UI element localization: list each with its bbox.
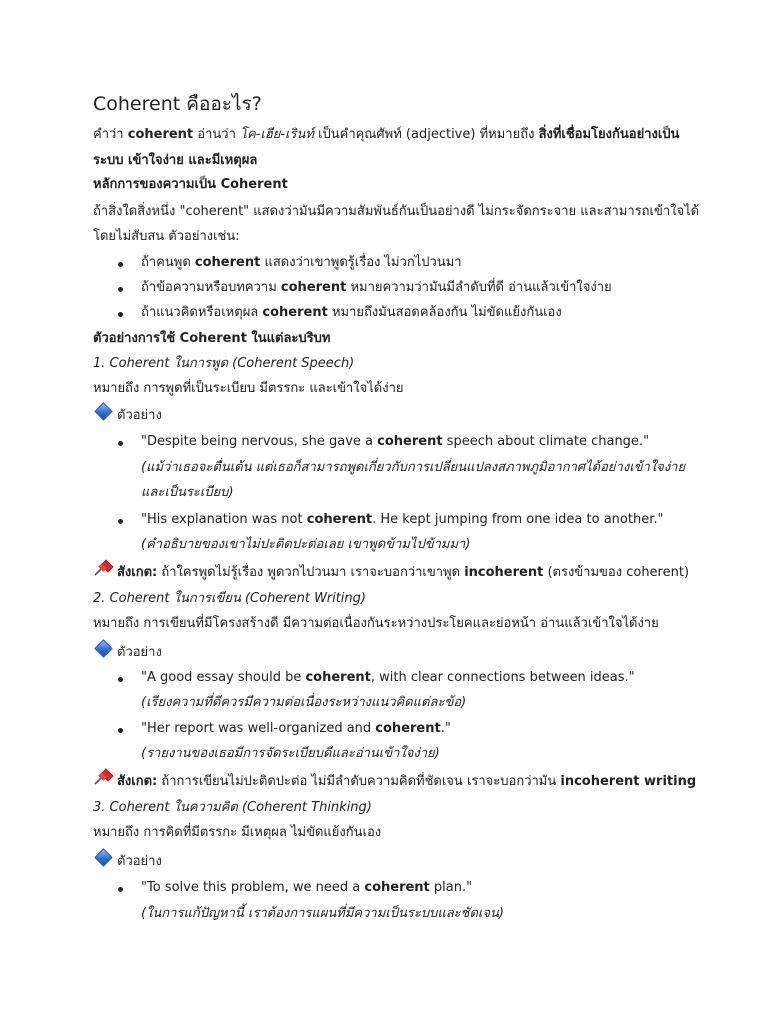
- principle-bullet: [141, 278, 612, 298]
- bullet-dot: [118, 262, 123, 267]
- example-sentence: [141, 668, 635, 688]
- example-text: speech about climate change.": [442, 434, 650, 449]
- example-text: "A good essay should be: [141, 670, 306, 685]
- example-text: "Her report was well-organized and: [141, 721, 376, 736]
- example-label: ตัวอย่าง: [117, 645, 162, 660]
- keyword-coherent: coherent: [377, 434, 443, 449]
- section-meaning: หมายถึง การเขียนที่มีโครงสร้างดี มีความต่อเนื่องกันระหว่างประโยคและย่อหน้า อ่านแล้วเข้าใจได้ง่าย: [93, 616, 659, 631]
- blue-diamond-icon: [94, 402, 112, 420]
- example-translation: (คำอธิบายของเขาไม่ปะติดปะต่อเลย เขาพูดข้ามไปข้ามมา): [141, 537, 471, 552]
- example-label: ตัวอย่าง: [117, 854, 162, 869]
- pronunciation: โค-เฮีย-เรินท์: [240, 127, 314, 142]
- intro-text: อ่านว่า: [193, 127, 240, 142]
- section-heading-writing: 2. Coherent ในการเขียน (Coherent Writing): [93, 591, 366, 606]
- example-text: .": [440, 721, 451, 736]
- section-meaning: หมายถึง การคิดที่มีตรรกะ มีเหตุผล ไม่ขัดแย้งกันเอง: [93, 825, 382, 840]
- bullet-dot: [118, 287, 123, 292]
- note-text: ถ้าใครพูดไม่รู้เรื่อง พูดวกไปวนมา เราจะบอกว่าเขาพูด: [157, 565, 465, 580]
- example-sentence: [141, 878, 472, 898]
- section-heading-speech: 1. Coherent ในการพูด (Coherent Speech): [93, 356, 355, 371]
- keyword-coherent: coherent: [305, 670, 371, 685]
- note-text: ถ้าการเขียนไม่ปะติดปะต่อ ไม่มีลำดับความคิดที่ชัดเจน เราจะบอกว่ามัน: [157, 774, 561, 789]
- note-label: สังเกต:: [117, 774, 158, 789]
- section-meaning: หมายถึง การพูดที่เป็นระเบียบ มีตรรกะ และเข้าใจได้ง่าย: [93, 381, 404, 396]
- example-translation: (รายงานของเธอมีการจัดระเบียบดีและอ่านเข้าใจง่าย): [141, 746, 440, 761]
- intro-line-1: [93, 125, 679, 145]
- example-sentence: [141, 510, 663, 530]
- principle-heading: หลักการของความเป็น Coherent: [93, 177, 288, 192]
- example-translation: (เรียงความที่ดีควรมีความต่อเนื่องระหว่างแนวคิดแต่ละข้อ): [141, 695, 467, 710]
- pushpin-icon: [92, 559, 114, 577]
- bullet-dot: [118, 887, 123, 892]
- example-text: plan.": [429, 880, 473, 895]
- bullet-text: หมายความว่ามันมีลำดับที่ดี อ่านแล้วเข้าใจง่าย: [346, 280, 612, 295]
- bullet-text: หมายถึงมันสอดคล้องกัน ไม่ขัดแย้งกันเอง: [327, 305, 562, 320]
- blue-diamond-icon: [94, 848, 112, 866]
- bullet-dot: [118, 677, 123, 682]
- keyword-coherent: coherent: [280, 280, 347, 295]
- bullet-dot: [118, 728, 123, 733]
- example-label: ตัวอย่าง: [117, 408, 162, 423]
- keyword-incoherent: incoherent: [464, 565, 544, 580]
- example-text: "To solve this problem, we need a: [141, 880, 365, 895]
- keyword-coherent: coherent: [306, 512, 373, 527]
- example-translation: (แม้ว่าเธอจะตื่นเต้น แต่เธอก็สามารถพูดเกี่ยวกับการเปลี่ยนแปลงสภาพภูมิอากาศได้อย่างเข้าใจง่าย: [141, 460, 686, 475]
- section-heading-thinking: 3. Coherent ในความคิด (Coherent Thinking): [93, 800, 372, 815]
- principle-bullet: [141, 303, 562, 323]
- bullet-dot: [118, 519, 123, 524]
- pushpin-icon: [92, 768, 114, 786]
- note-label: สังเกต:: [117, 565, 158, 580]
- example-translation: และเป็นระเบียบ): [141, 485, 234, 500]
- principle-line-2: โดยไม่สับสน ตัวอย่างเช่น:: [93, 229, 240, 244]
- keyword-incoherent-writing: incoherent writing: [560, 774, 697, 789]
- bullet-text: ถ้าคนพูด: [141, 255, 195, 270]
- keyword-coherent: coherent: [262, 305, 328, 320]
- definition-bold: สิ่งที่เชื่อมโยงกันอย่างเป็น: [538, 127, 680, 142]
- note-line: [117, 772, 696, 792]
- example-text: "His explanation was not: [141, 512, 307, 527]
- example-translation: (ในการแก้ปัญหานี้ เราต้องการแผนที่มีความเป็นระบบและชัดเจน): [141, 906, 504, 921]
- note-text: (ตรงข้ามของ coherent): [543, 565, 690, 580]
- bullet-text: ถ้าข้อความหรือบทความ: [141, 280, 281, 295]
- blue-diamond-icon: [94, 639, 112, 657]
- note-line: [117, 563, 689, 583]
- principle-line-1: ถ้าสิ่งใดสิ่งหนึ่ง "coherent" แสดงว่ามันมีความสัมพันธ์กันเป็นอย่างดี ไม่กระจัดกระจาย และสามารถเข้าใจได้: [93, 204, 700, 219]
- bullet-dot: [118, 312, 123, 317]
- example-text: , with clear connections between ideas.": [370, 670, 635, 685]
- keyword-coherent: coherent: [375, 721, 441, 736]
- intro-line-2: ระบบ เข้าใจง่าย และมีเหตุผล: [93, 153, 258, 168]
- keyword-coherent: coherent: [364, 880, 430, 895]
- intro-text: เป็นคำคุณศัพท์ (adjective) ที่หมายถึง: [313, 127, 539, 142]
- bullet-text: แสดงว่าเขาพูดรู้เรื่อง ไม่วกไปวนมา: [260, 255, 462, 270]
- bullet-dot: [118, 441, 123, 446]
- example-sentence: [141, 719, 451, 739]
- page-title: Coherent คืออะไร?: [93, 93, 262, 115]
- example-text: . He kept jumping from one idea to another.": [372, 512, 664, 527]
- example-sentence: [141, 432, 649, 452]
- example-text: "Despite being nervous, she gave a: [141, 434, 378, 449]
- bullet-text: ถ้าแนวคิดหรือเหตุผล: [141, 305, 263, 320]
- keyword-coherent: coherent: [194, 255, 261, 270]
- intro-text: คำว่า: [93, 127, 128, 142]
- principle-bullet: [141, 253, 462, 273]
- keyword-coherent: coherent: [127, 127, 194, 142]
- usage-heading: ตัวอย่างการใช้ Coherent ในแต่ละบริบท: [93, 331, 331, 346]
